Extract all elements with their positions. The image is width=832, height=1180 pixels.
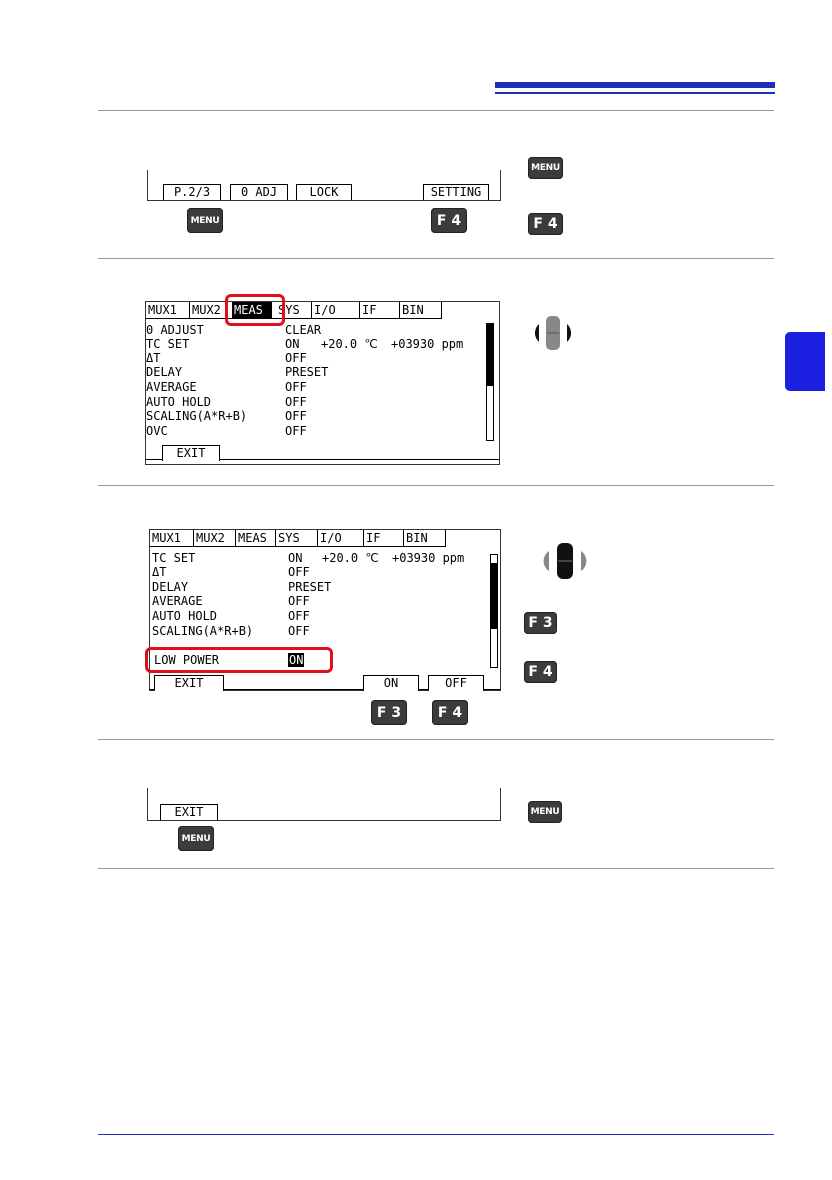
- tab-bin[interactable]: BIN: [404, 530, 446, 546]
- setting-value: OFF: [285, 395, 307, 409]
- fkey-lock[interactable]: LOCK: [296, 184, 352, 200]
- tab-mux1[interactable]: MUX1: [150, 530, 194, 546]
- tab-meas[interactable]: MEAS: [232, 302, 272, 318]
- off-button[interactable]: OFF: [428, 675, 484, 691]
- highlight-low-power-row: [145, 647, 333, 673]
- tab-if[interactable]: IF: [364, 530, 404, 546]
- tab-io[interactable]: I/O: [318, 530, 364, 546]
- setting-value: CLEAR: [285, 323, 322, 337]
- setting-value: OFF: [288, 609, 310, 623]
- divider: [98, 485, 774, 486]
- setting-value: OFF: [288, 624, 310, 638]
- rotary-knob-left-right-icon[interactable]: [527, 314, 579, 352]
- setting-label: DELAY: [152, 580, 189, 594]
- divider: [98, 739, 774, 740]
- tab-if[interactable]: IF: [360, 302, 400, 318]
- setting-value: PRESET: [288, 580, 332, 594]
- setting-label: AUTO HOLD: [146, 395, 212, 409]
- setting-label: 0 ADJUST: [146, 323, 204, 337]
- setting-extra: +03930 ppm: [391, 337, 464, 351]
- menu-key[interactable]: MENU: [178, 826, 214, 851]
- header-accent-bar: [495, 82, 775, 88]
- divider: [98, 258, 774, 259]
- setting-extra: +03930 ppm: [392, 551, 465, 565]
- setting-value: ON: [285, 337, 300, 351]
- setting-label: AUTO HOLD: [152, 609, 218, 623]
- setting-value: OFF: [285, 380, 307, 394]
- chapter-side-tab: [785, 332, 825, 391]
- menu-key-icon: MENU: [528, 801, 562, 823]
- setting-label: TC SET: [152, 551, 196, 565]
- tab-row: [146, 302, 442, 319]
- divider: [98, 110, 774, 111]
- tab-io[interactable]: I/O: [312, 302, 360, 318]
- setting-extra: +20.0 ℃: [321, 337, 378, 351]
- scrollbar[interactable]: [486, 323, 494, 441]
- f4-key[interactable]: F 4: [431, 208, 467, 233]
- fkey-zero-adj[interactable]: 0 ADJ: [230, 184, 288, 200]
- tab-sys[interactable]: SYS: [276, 530, 318, 546]
- tab-mux2[interactable]: MUX2: [190, 302, 228, 318]
- setting-label: AVERAGE: [146, 380, 197, 394]
- setting-value: OFF: [285, 409, 307, 423]
- f3-key[interactable]: F 3: [371, 700, 407, 725]
- setting-label: SCALING(A*R+B): [146, 409, 248, 423]
- setting-value: OFF: [285, 424, 307, 438]
- f4-key[interactable]: F 4: [432, 700, 468, 725]
- rotary-knob-up-down-icon[interactable]: [539, 541, 591, 581]
- highlight-meas-tab: [225, 294, 285, 326]
- exit-button[interactable]: EXIT: [154, 675, 224, 691]
- setting-value: OFF: [285, 351, 307, 365]
- setting-label: ΔT: [152, 565, 167, 579]
- fkey-setting[interactable]: SETTING: [423, 184, 489, 200]
- footer-line: [98, 1134, 774, 1135]
- setting-value: OFF: [288, 594, 310, 608]
- tab-bin[interactable]: BIN: [400, 302, 442, 318]
- f4-key-icon: F 4: [528, 213, 563, 235]
- setting-label: OVC: [146, 424, 168, 438]
- tab-meas[interactable]: MEAS: [236, 530, 276, 546]
- f3-key-icon: F 3: [524, 612, 557, 634]
- exit-button[interactable]: EXIT: [162, 445, 220, 461]
- header-accent-line: [495, 92, 775, 94]
- setting-value: PRESET: [285, 365, 329, 379]
- tab-mux1[interactable]: MUX1: [146, 302, 190, 318]
- setting-label: DELAY: [146, 365, 183, 379]
- fkey-page[interactable]: P.2/3: [163, 184, 221, 200]
- setting-label: AVERAGE: [152, 594, 203, 608]
- tab-row: [150, 530, 446, 547]
- f4-key-icon: F 4: [524, 661, 557, 683]
- setting-value: ON: [288, 551, 303, 565]
- tab-sys[interactable]: SYS: [276, 302, 312, 318]
- scrollbar[interactable]: [490, 554, 498, 668]
- menu-key[interactable]: MENU: [187, 208, 223, 233]
- setting-value: OFF: [288, 565, 310, 579]
- on-button[interactable]: ON: [363, 675, 419, 691]
- low-power-value[interactable]: ON: [289, 653, 304, 667]
- setting-label: TC SET: [146, 337, 190, 351]
- menu-key-icon: MENU: [528, 157, 563, 179]
- setting-label: SCALING(A*R+B): [152, 624, 254, 638]
- setting-label: ΔT: [146, 351, 161, 365]
- low-power-label: LOW POWER: [154, 653, 220, 667]
- setting-extra: +20.0 ℃: [322, 551, 379, 565]
- tab-mux2[interactable]: MUX2: [194, 530, 236, 546]
- step2-lcd-screen: [145, 301, 500, 465]
- exit-button[interactable]: EXIT: [160, 804, 218, 820]
- divider: [98, 868, 774, 869]
